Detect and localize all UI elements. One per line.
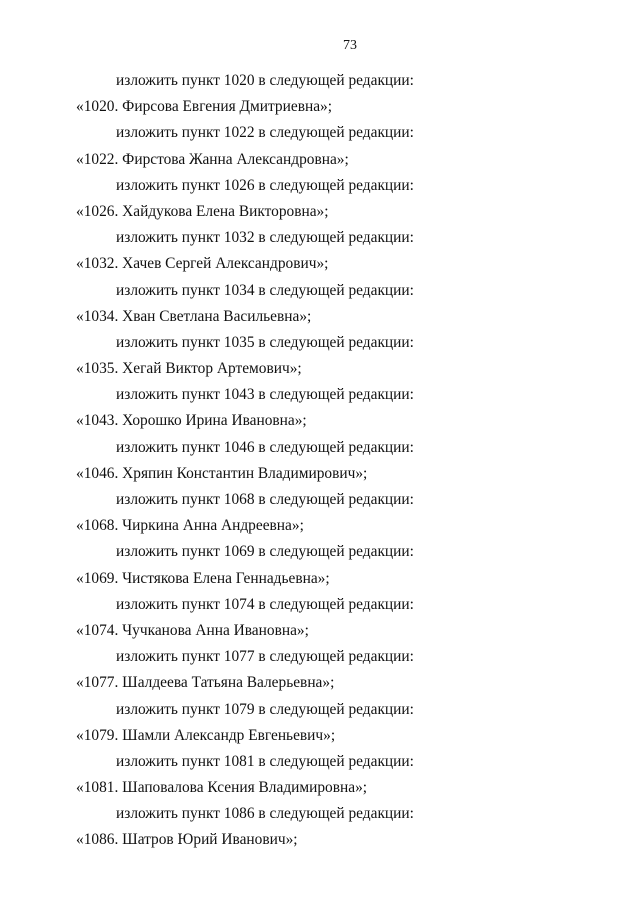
page-number: 73: [343, 38, 357, 53]
amendment-entry: «1026. Хайдукова Елена Викторовна»;: [76, 202, 329, 220]
amendment-instruction: изложить пункт 1032 в следующей редакции:: [116, 229, 414, 247]
amendment-entry: «1020. Фирсова Евгения Дмитриевна»;: [76, 98, 332, 116]
amendment-entry: «1034. Хван Светлана Васильевна»;: [76, 307, 312, 325]
amendment-entry: «1068. Чиркина Анна Андреевна»;: [76, 517, 304, 535]
amendment-entry: «1069. Чистякова Елена Геннадьевна»;: [76, 569, 330, 587]
amendment-entry: «1035. Хегай Виктор Артемович»;: [76, 360, 302, 378]
amendment-instruction: изложить пункт 1068 в следующей редакции:: [116, 491, 414, 508]
amendment-instruction: изложить пункт 1034 в следующей редакции:: [116, 281, 414, 299]
amendment-instruction: изложить пункт 1081 в следующей редакции:: [116, 752, 414, 770]
amendment-entry: «1032. Хачев Сергей Александрович»;: [76, 255, 329, 273]
amendment-instruction: изложить пункт 1077 в следующей редакции:: [116, 648, 414, 666]
amendment-instruction: изложить пункт 1035 в следующей редакции:: [116, 333, 414, 351]
amendment-entry: «1022. Фирстова Жанна Александровна»;: [76, 150, 349, 168]
amendment-entry: «1077. Шалдеева Татьяна Валерьевна»;: [76, 674, 335, 692]
amendment-entry: «1079. Шамли Александр Евгеньевич»;: [76, 726, 336, 744]
amendment-instruction: изложить пункт 1026 в следующей редакции:: [116, 176, 414, 194]
amendment-entry: «1086. Шатров Юрий Иванович»;: [76, 831, 298, 849]
amendment-entry: «1074. Чучканова Анна Ивановна»;: [76, 621, 309, 639]
amendment-entry: «1081. Шаповалова Ксения Владимировна»;: [76, 779, 368, 797]
amendment-instruction: изложить пункт 1069 в следующей редакции:: [116, 543, 414, 561]
document-body: [0, 68, 640, 854]
amendment-instruction: изложить пункт 1043 в следующей редакции:: [116, 386, 414, 404]
amendment-instruction: изложить пункт 1022 в следующей редакции:: [116, 124, 414, 142]
amendment-instruction: изложить пункт 1074 в следующей редакции:: [116, 595, 414, 613]
amendment-instruction: изложить пункт 1086 в следующей редакции:: [116, 805, 414, 823]
amendment-instruction: изложить пункт 1020 в следующей редакции:: [116, 72, 414, 89]
amendment-instruction: изложить пункт 1046 в следующей редакции:: [116, 438, 414, 456]
amendment-entry: «1046. Хряпин Константин Владимирович»;: [76, 464, 368, 482]
amendment-entry: «1043. Хорошко Ирина Ивановна»;: [76, 412, 307, 430]
amendment-instruction: изложить пункт 1079 в следующей редакции:: [116, 700, 414, 718]
